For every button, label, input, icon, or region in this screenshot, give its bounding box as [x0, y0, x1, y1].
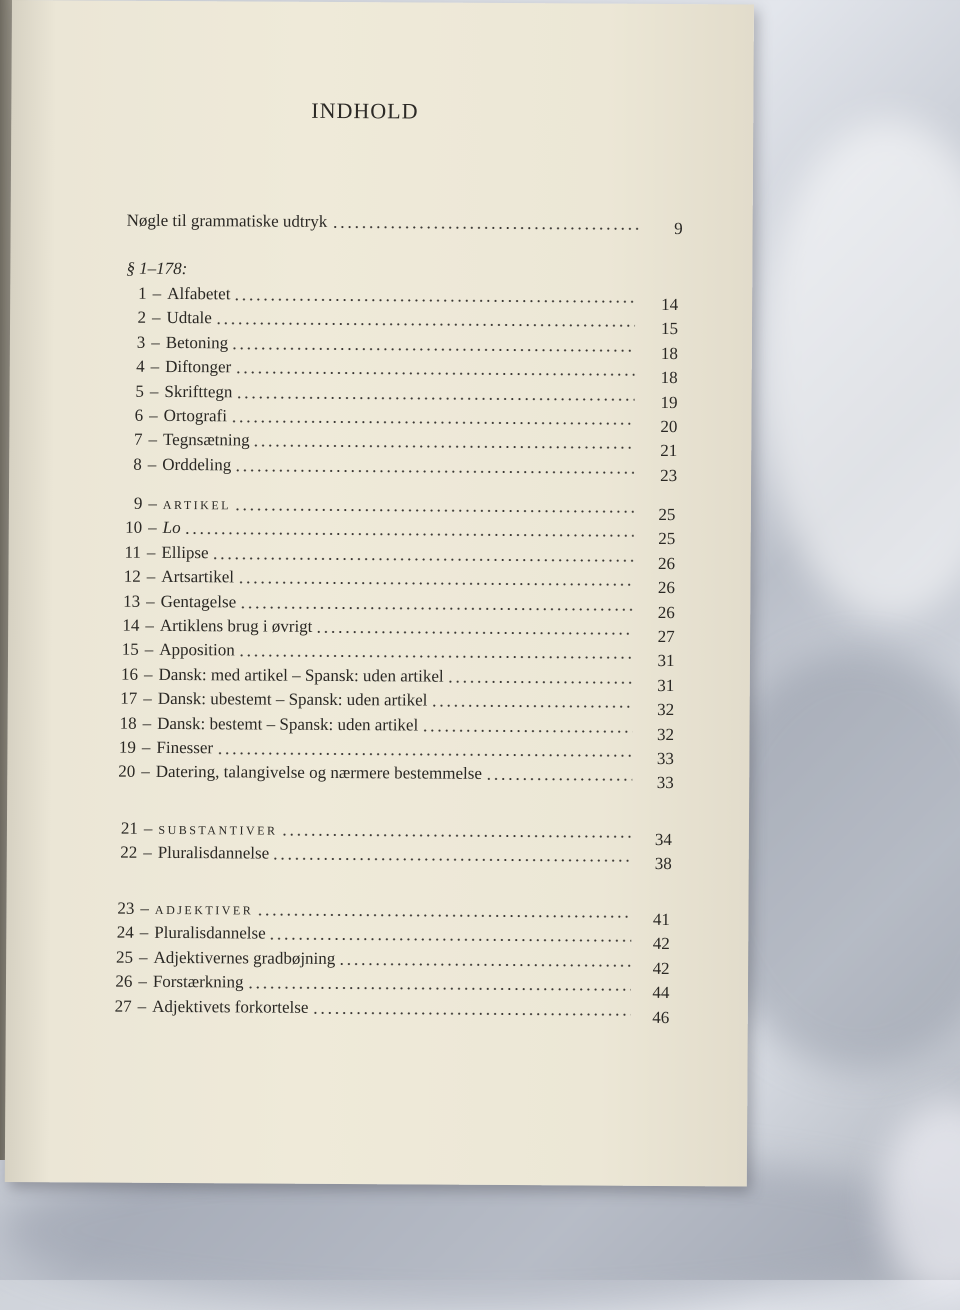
toc-entry-dash: – — [151, 332, 160, 352]
toc-entry-text — [125, 518, 181, 538]
toc-entry-text — [136, 357, 231, 378]
toc-entry-page: 18 — [660, 343, 678, 363]
toc-entry-text — [122, 640, 235, 661]
toc-entry — [120, 843, 635, 868]
toc-entry — [120, 689, 636, 714]
toc-entry-label: Artsartikel — [161, 567, 235, 587]
toc-entry-number: 6 — [134, 405, 144, 425]
toc-entry — [125, 518, 637, 543]
toc-entry-dash: – — [141, 762, 150, 782]
toc-entry-text — [118, 762, 482, 784]
toc-entry-label: Ortografi — [163, 405, 228, 426]
toc-entry-text — [124, 542, 208, 563]
toc-entry-label: Skrifttegn — [164, 381, 233, 401]
toc-entry-label: Adjektivernes gradbøjning — [153, 947, 336, 968]
toc-entry-page: 25 — [658, 529, 676, 549]
toc-entry-number: 5 — [135, 381, 144, 401]
toc-entry — [115, 972, 634, 997]
toc-entry-label: Orddeling — [162, 454, 232, 475]
toc-entry-text — [120, 689, 427, 711]
toc-entry-page: 25 — [658, 504, 676, 525]
toc-entry-number: 10 — [125, 518, 143, 538]
toc-entry-dash: – — [149, 381, 159, 401]
toc-entry — [134, 494, 637, 519]
toc-entry-text — [135, 381, 232, 402]
toc-entry-text — [121, 819, 278, 840]
toc-entry-dash: – — [151, 308, 161, 328]
toc-entry-dash: – — [142, 713, 152, 733]
toc-entry-label: Dansk: med artikel – Spansk: uden artikel — [158, 664, 444, 686]
toc-entry-page: 20 — [660, 416, 678, 437]
toc-entry-number: 23 — [117, 898, 135, 918]
toc-entry-leader — [234, 372, 634, 376]
page-title: INDHOLD — [311, 97, 419, 124]
toc-entry-text — [122, 616, 312, 637]
toc-entry-leader — [430, 705, 632, 708]
toc-entry-leader — [281, 834, 632, 838]
toc-entry-number: 4 — [136, 356, 145, 377]
toc-entry-page: 26 — [657, 602, 675, 622]
toc-entry-text — [121, 664, 444, 686]
toc-entry-dash: – — [148, 430, 158, 450]
toc-entry-label: Ellipse — [161, 542, 209, 563]
toc-entry-dash: – — [144, 640, 154, 660]
toc-entry-text — [119, 738, 213, 759]
toc-entry-leader — [235, 396, 634, 400]
toc-entry-number: 1 — [138, 283, 147, 303]
toc-entry-label: Betoning — [165, 332, 229, 353]
toc-entry-leader — [269, 938, 632, 942]
toc-entry-text — [120, 713, 419, 735]
toc-entry-dash: – — [138, 947, 148, 967]
toc-entry-dash: – — [150, 357, 160, 377]
toc-entry-label: Alfabetet — [167, 283, 231, 304]
toc-entry-number: 19 — [118, 737, 136, 757]
toc-entry-dash: – — [148, 518, 157, 538]
toc-entry-page: 32 — [656, 724, 675, 744]
toc-entry-leader — [421, 729, 632, 732]
toc-entry-page: 42 — [652, 958, 670, 978]
toc-entry-label: Pluralisdannelse — [157, 843, 270, 863]
toc-entry — [123, 591, 636, 616]
toc-entry-page: 23 — [660, 465, 678, 485]
toc-entry-leader — [239, 606, 633, 610]
toc-entry-text — [115, 996, 309, 1017]
toc-entry-text — [117, 899, 253, 920]
toc-entry — [121, 819, 635, 844]
toc-entry — [136, 357, 638, 382]
toc-entry-text — [135, 406, 227, 427]
toc-entry-page: 31 — [657, 651, 675, 671]
toc-intro-leader — [331, 226, 640, 230]
toc-entry-leader — [234, 469, 634, 473]
toc-entry-number: 26 — [115, 971, 133, 991]
toc-entry-dash: – — [146, 567, 156, 587]
toc-entry-label: Lo — [162, 518, 181, 538]
toc-entry-number: 21 — [120, 818, 139, 838]
toc-entry-page: 33 — [656, 773, 674, 793]
toc-entry-dash: – — [149, 405, 158, 425]
toc-entry-page: 15 — [660, 319, 679, 339]
toc-entry-label: Dansk: bestemt – Spansk: uden artikel — [157, 713, 419, 735]
toc-entry-page: 41 — [652, 909, 670, 930]
toc-entry — [121, 664, 636, 689]
toc-entry — [135, 406, 638, 431]
toc-entry-number: 17 — [120, 688, 138, 708]
toc-entry-leader — [256, 914, 631, 918]
toc-entry-text — [120, 843, 269, 864]
toc-entry-label: Gentagelse — [160, 591, 237, 611]
cloth-highlight — [760, 120, 960, 620]
toc-entry-page: 26 — [657, 578, 675, 598]
toc-entry-number: 27 — [114, 996, 132, 1016]
toc-entry — [116, 947, 634, 972]
toc-entry-leader — [234, 298, 636, 302]
toc-entry — [138, 284, 638, 309]
toc-entry-dash: – — [143, 818, 153, 838]
toc-entry-text — [137, 308, 211, 328]
toc-entry-dash: – — [147, 454, 157, 474]
toc-entry-leader — [338, 963, 631, 967]
toc-entry-number: 22 — [120, 843, 138, 863]
toc-entry — [137, 333, 638, 358]
toc-entry-number: 3 — [136, 332, 146, 352]
toc-entry-page: 38 — [654, 854, 672, 874]
toc-entry-page: 26 — [658, 553, 676, 573]
toc-entry-text — [134, 430, 250, 451]
toc-entry — [118, 762, 635, 787]
toc-entry-page: 19 — [660, 392, 678, 412]
toc-entry-leader — [231, 347, 635, 351]
toc-entry-number: 8 — [133, 454, 142, 474]
toc-entry-number: 14 — [122, 615, 140, 635]
toc-entry-number: 18 — [119, 713, 137, 733]
toc-entry-page: 31 — [657, 675, 675, 695]
toc-entry-dash: – — [138, 971, 147, 992]
toc-entry-dash: – — [143, 664, 153, 684]
toc-entry-leader — [247, 987, 631, 991]
toc-entry-leader — [215, 323, 635, 328]
toc-entry — [119, 738, 636, 763]
toc-entry — [122, 616, 636, 641]
section-label: § 1–178: — [126, 258, 188, 279]
toc-entry-label: Tegnsætning — [162, 430, 250, 450]
toc-entry-label: ARTIKEL — [162, 497, 232, 513]
toc-entry — [120, 713, 636, 738]
toc-entry-leader — [230, 420, 634, 424]
toc-entry-leader — [272, 858, 632, 862]
toc-entry-text — [123, 591, 236, 612]
toc-entry-page: 44 — [652, 983, 670, 1003]
toc-entry-page: 27 — [657, 626, 675, 647]
toc-entry — [133, 455, 637, 480]
toc-intro-page: 9 — [674, 219, 683, 239]
toc-entry-number: 2 — [137, 308, 147, 328]
toc-entry-label: ADJEKTIVER — [154, 902, 254, 918]
toc-entry — [122, 640, 636, 665]
toc-entry-number: 7 — [133, 430, 143, 450]
toc-entry-leader — [485, 778, 632, 781]
toc-entry-leader — [311, 1011, 630, 1015]
toc-entry — [117, 899, 634, 924]
toc-entry — [115, 996, 634, 1021]
toc-entry-dash: – — [140, 898, 150, 918]
toc-entry-leader — [216, 752, 632, 757]
toc-entry-leader — [253, 445, 635, 449]
toc-entry-leader — [447, 680, 633, 683]
toc-entry-number: 11 — [124, 542, 141, 562]
toc-entry-page: 42 — [652, 934, 670, 954]
toc-entry-text — [117, 923, 266, 944]
toc-entry-label: Finesser — [156, 737, 214, 758]
toc-intro-label: Nøgle til grammatiske udtryk — [126, 210, 328, 231]
toc-entry-page: 33 — [656, 748, 674, 769]
toc-entry-label: Pluralisdannelse — [154, 923, 266, 943]
toc-entry-number: 16 — [120, 664, 139, 684]
toc-entry-label: Dansk: ubestemt – Spansk: uden artikel — [157, 689, 428, 710]
toc-entry-number: 13 — [123, 591, 141, 611]
toc-entry-label: Datering, talangivelse og nærmere bestemmelse — [155, 762, 482, 784]
toc-entry-label: Artiklens brug i øvrigt — [159, 615, 313, 636]
toc-entry-leader — [238, 655, 633, 659]
toc-intro-row — [127, 211, 647, 236]
toc-entry-dash: – — [143, 689, 152, 709]
toc-entry-page: 14 — [661, 294, 679, 315]
toc-entry-leader — [212, 557, 634, 562]
toc-entry-dash: – — [152, 283, 162, 303]
toc-entry-dash: – — [139, 923, 149, 943]
toc-entry-page: 46 — [652, 1007, 670, 1027]
toc-entry-page: 32 — [657, 700, 675, 720]
toc-entry-text — [124, 567, 234, 588]
toc-entry-dash: – — [146, 591, 155, 611]
toc-entry-label: SUBSTANTIVER — [158, 822, 278, 838]
toc-entry — [124, 542, 636, 567]
toc-entry-number: 20 — [118, 762, 136, 782]
toc-entry-text — [115, 972, 243, 993]
toc-entry-label: Forstærkning — [152, 972, 244, 992]
toc-entry-text — [138, 284, 230, 305]
toc-entry-leader — [237, 582, 633, 586]
toc-entry-label: Diftonger — [165, 357, 232, 377]
toc-entry — [117, 923, 635, 948]
toc-entry-page: 21 — [660, 441, 678, 461]
toc-entry-text — [134, 494, 231, 515]
toc-entry-page: 34 — [654, 829, 672, 850]
toc-entry — [134, 430, 637, 455]
toc-entry — [137, 308, 638, 333]
toc-entry-dash: – — [143, 843, 152, 863]
toc-entry-text — [133, 455, 231, 476]
toc-entry-dash: – — [137, 996, 147, 1016]
toc-entry-label: Udtale — [166, 308, 212, 328]
toc-entry-label: Adjektivets forkortelse — [152, 996, 309, 1017]
toc-entry-dash: – — [141, 737, 151, 757]
toc-entry-leader — [316, 631, 634, 635]
book-page — [5, 0, 754, 1187]
toc-entry-number: 15 — [121, 640, 139, 660]
toc-entry-label: Apposition — [159, 640, 235, 660]
toc-entry-number: 9 — [133, 493, 143, 513]
toc-entry-text — [116, 947, 335, 968]
toc-entry-number: 12 — [123, 566, 141, 586]
toc-entry — [124, 567, 637, 592]
toc-entry-text — [137, 333, 228, 354]
toc-entry — [135, 381, 637, 406]
toc-entry-number: 24 — [116, 923, 134, 943]
toc-entry-leader — [234, 508, 634, 512]
toc-entry-number: 25 — [115, 947, 134, 967]
toc-entry-dash: – — [148, 493, 157, 513]
toc-entry-dash: – — [145, 615, 154, 635]
toc-entry-dash: – — [146, 542, 156, 562]
toc-entry-leader — [184, 532, 634, 537]
toc-entry-page: 18 — [660, 368, 678, 388]
